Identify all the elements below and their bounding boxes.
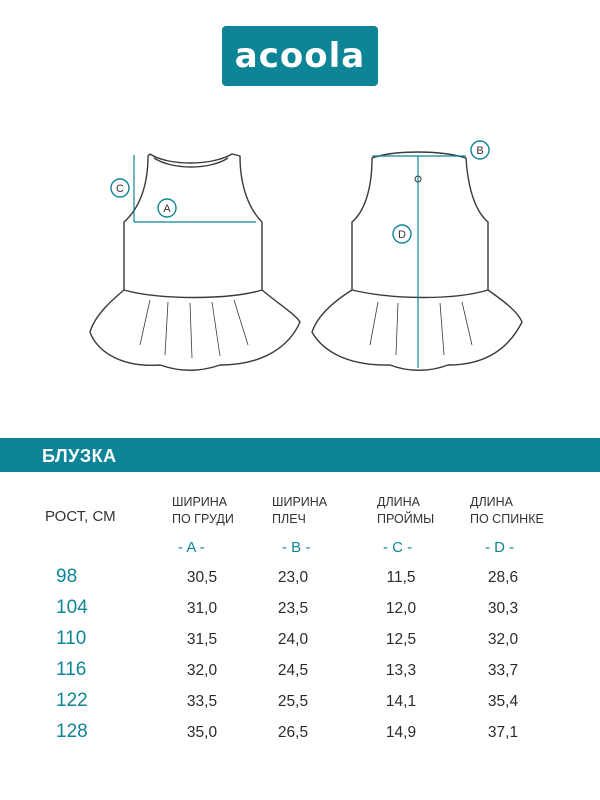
callout-d (393, 225, 411, 243)
row-height-value: 110 (56, 628, 87, 649)
table-cell: 33,5 (186, 693, 218, 710)
table-cell: 31,0 (186, 600, 218, 617)
col-letter-a: - A - (178, 539, 205, 556)
col-header-shoulders (272, 494, 327, 528)
callout-b (471, 141, 489, 159)
table-cell: 14,9 (385, 724, 417, 741)
row-height-value: 104 (56, 597, 88, 618)
table-cell: 30,5 (186, 569, 218, 586)
table-cell: 23,5 (277, 600, 309, 617)
table-row (0, 690, 600, 720)
table-row (0, 597, 600, 627)
brand-logo-text: acoola (234, 36, 366, 76)
svg-text:B: B (476, 145, 484, 157)
table-cell: 26,5 (277, 724, 309, 741)
table-cell: 35,0 (186, 724, 218, 741)
callout-a (158, 199, 176, 217)
table-cell: 12,5 (385, 631, 417, 648)
brand-logo (222, 26, 378, 86)
table-cell: 35,4 (487, 693, 519, 710)
table-row (0, 721, 600, 751)
table-cell: 13,3 (385, 662, 417, 679)
table-cell: 14,1 (385, 693, 417, 710)
col-header-line: ПО СПИНКЕ (470, 512, 544, 526)
row-height-value: 116 (56, 659, 87, 680)
col-header-line: ДЛИНА (470, 495, 514, 509)
svg-text:A: A (163, 203, 171, 215)
table-cell: 32,0 (487, 631, 519, 648)
svg-text:D: D (398, 229, 406, 241)
table-cell: 24,0 (277, 631, 309, 648)
col-header-line: ПЛЕЧ (272, 512, 306, 526)
table-cell: 25,5 (277, 693, 309, 710)
table-cell: 24,5 (277, 662, 309, 679)
col-header-line: ШИРИНА (172, 495, 228, 509)
table-row (0, 659, 600, 689)
table-row (0, 566, 600, 596)
table-cell: 28,6 (487, 569, 519, 586)
table-cell: 30,3 (487, 600, 519, 617)
svg-text:C: C (116, 183, 124, 195)
table-cell: 23,0 (277, 569, 309, 586)
row-height-value: 98 (56, 566, 78, 587)
table-cell: 11,5 (386, 569, 416, 586)
table-cell: 37,1 (487, 724, 519, 741)
height-header: РОСТ, СМ (45, 508, 116, 525)
garment-diagram (0, 120, 600, 390)
col-letter-c: - C - (383, 539, 413, 556)
col-letter-d: - D - (485, 539, 515, 556)
col-header-back-length (470, 494, 544, 528)
row-height-value: 128 (56, 721, 88, 742)
table-cell: 31,5 (186, 631, 218, 648)
col-header-line: ШИРИНА (272, 495, 328, 509)
row-height-value: 122 (56, 690, 88, 711)
table-cell: 33,7 (487, 662, 519, 679)
col-header-chest (172, 494, 234, 528)
page-title: БЛУЗКА (42, 446, 117, 466)
garment-back (312, 152, 522, 370)
table-row (0, 628, 600, 658)
col-header-line: ПРОЙМЫ (377, 512, 435, 526)
col-header-line: ПО ГРУДИ (172, 512, 234, 526)
table-cell: 32,0 (186, 662, 218, 679)
col-header-armhole (377, 494, 434, 528)
col-header-line: ДЛИНА (377, 495, 421, 509)
table-cell: 12,0 (385, 600, 417, 617)
title-band (0, 438, 600, 472)
col-letter-b: - B - (282, 539, 311, 556)
callout-c (111, 179, 129, 197)
